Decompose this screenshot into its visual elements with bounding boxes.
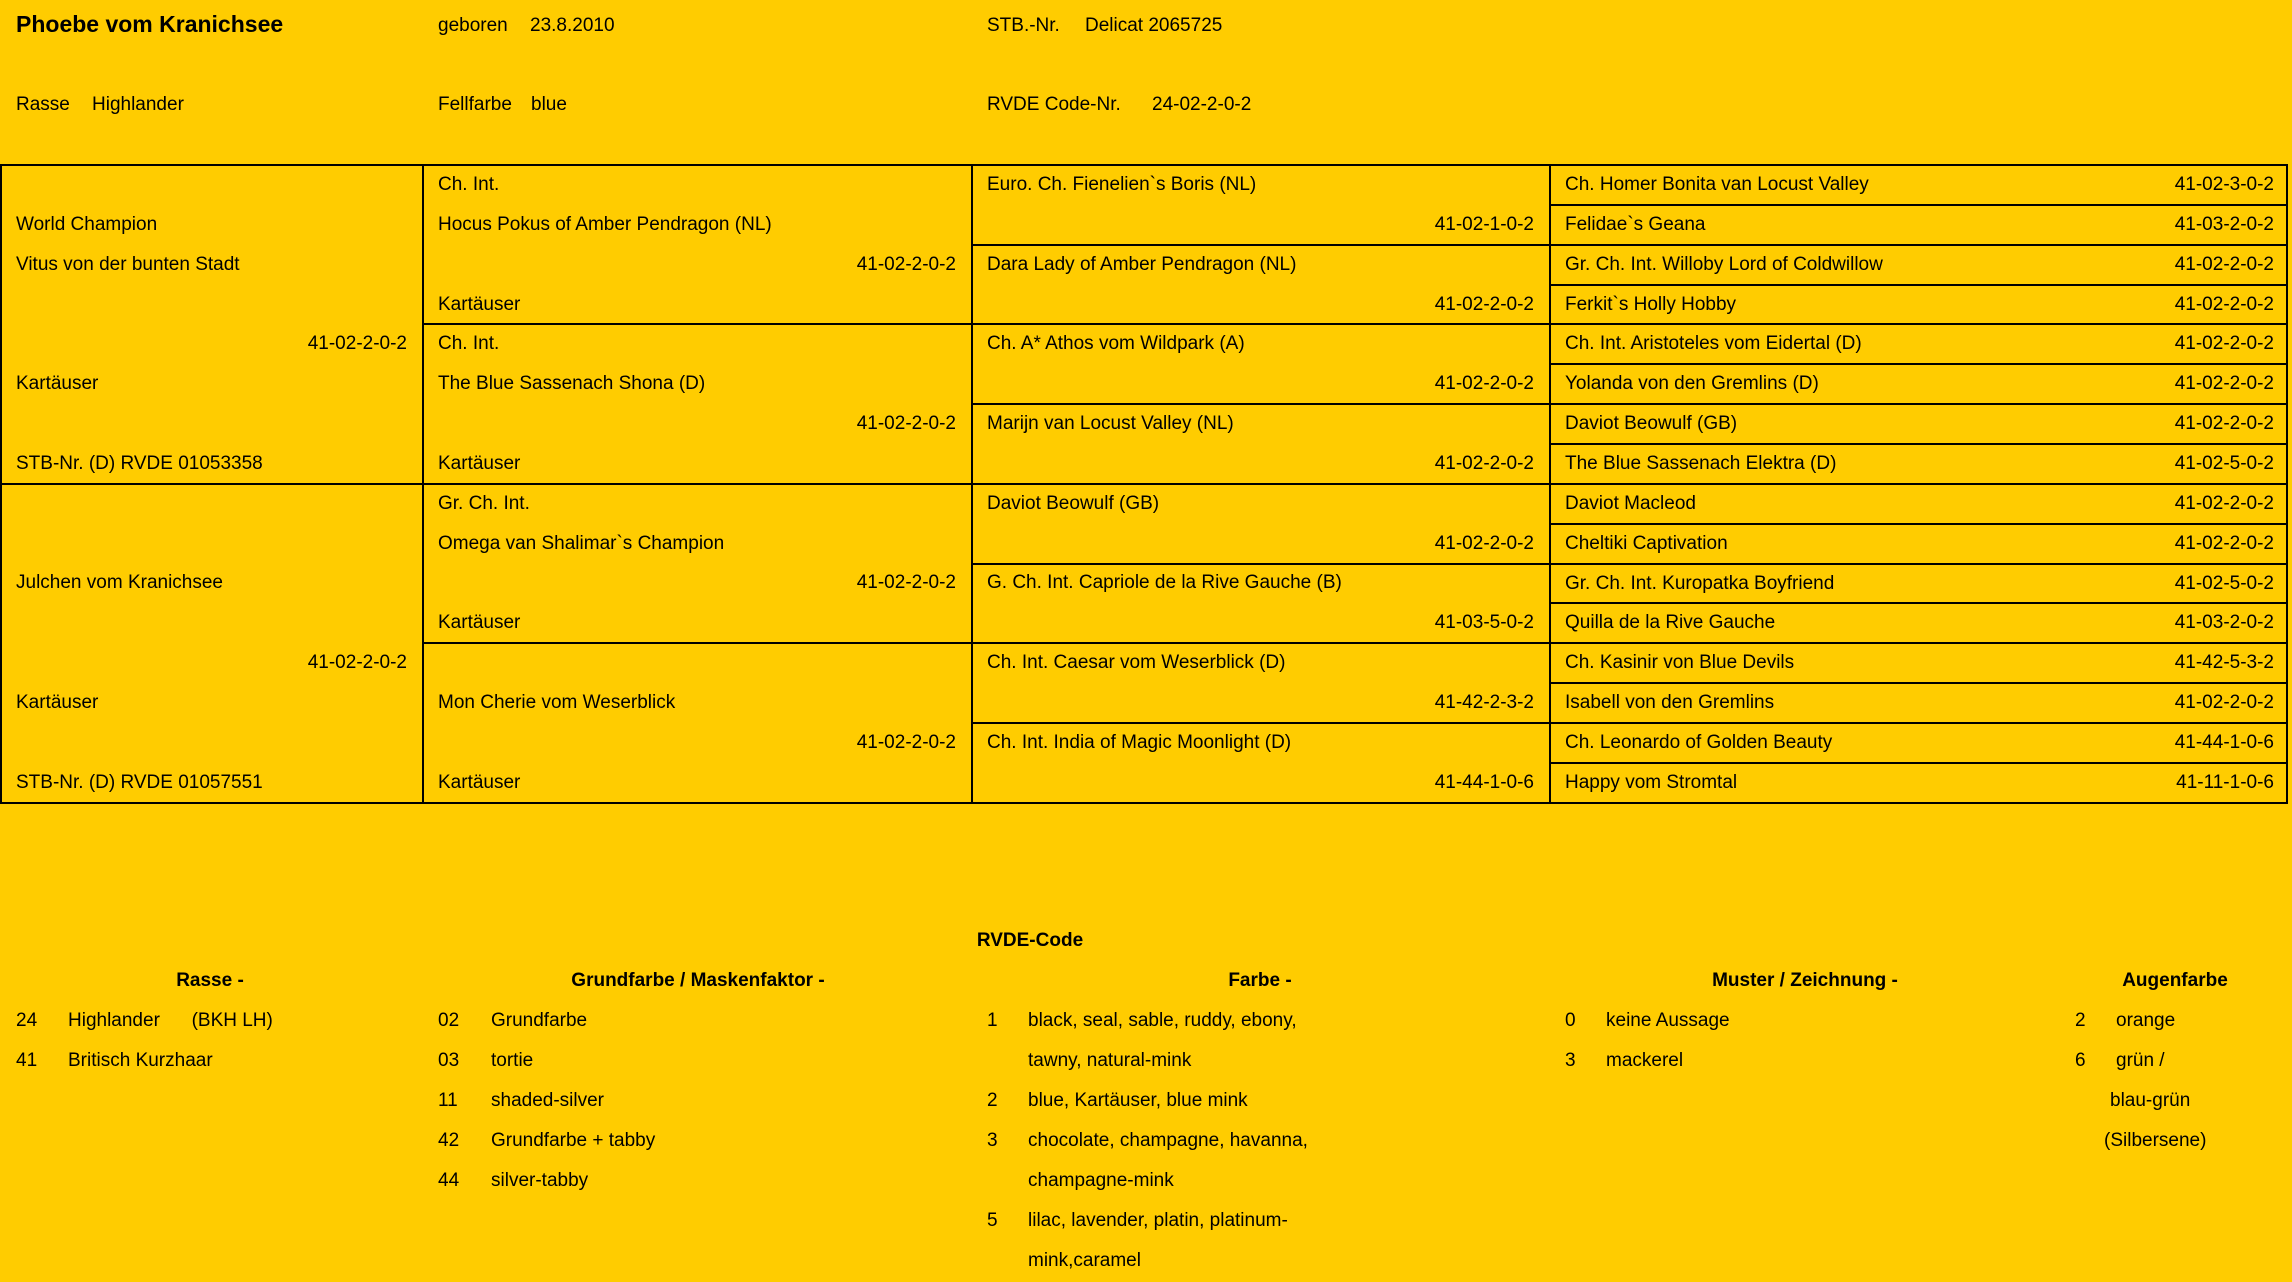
legend-code: 24 — [16, 1010, 38, 1031]
grandparent-name: Hocus Pokus of Amber Pendragon (NL) — [438, 214, 772, 235]
great-great-grandparent — [1549, 166, 2286, 204]
great-great-grandparent — [1549, 286, 2286, 324]
great-great-grandparent — [1549, 565, 2286, 603]
ancestor-code: 41-02-2-0-2 — [2174, 333, 2274, 354]
parent-name: Julchen vom Kranichsee — [16, 572, 223, 593]
legend-code: 44 — [438, 1170, 460, 1191]
ancestor-code: 41-02-5-0-2 — [2174, 573, 2274, 594]
legend-code: 41 — [16, 1050, 38, 1071]
great-grandparent-name: Ch. Int. Caesar vom Weserblick (D) — [987, 652, 1286, 673]
ancestor-name: Daviot Beowulf (GB) — [1565, 413, 1738, 434]
great-great-grandparent — [1549, 525, 2286, 563]
stb-value: Delicat 2065725 — [1085, 15, 1223, 36]
legend-text: champagne-mink — [1028, 1170, 1174, 1191]
ancestor-code: 41-02-2-0-2 — [2174, 493, 2274, 514]
great-grandparent-code: 41-02-2-0-2 — [1434, 294, 1534, 315]
ancestor-name: Daviot Macleod — [1565, 493, 1696, 514]
grandparent-code: 41-02-2-0-2 — [856, 413, 956, 434]
code-value: 24-02-2-0-2 — [1152, 94, 1252, 115]
legend-text: mink,caramel — [1028, 1250, 1141, 1271]
stb-label: STB.-Nr. — [987, 15, 1060, 36]
parent-code: 41-02-2-0-2 — [307, 652, 407, 673]
grandparent-title: Gr. Ch. Int. — [438, 493, 530, 514]
great-great-grandparent — [1549, 684, 2286, 722]
grandparent-breed: Kartäuser — [438, 612, 521, 633]
legend-text: (Silbersene) — [2104, 1130, 2207, 1151]
great-grandparent-code: 41-02-1-0-2 — [1434, 214, 1534, 235]
grandparent-name: Omega van Shalimar`s Champion — [438, 533, 725, 554]
grid-line — [2286, 164, 2288, 804]
great-grandparent-name: Ch. A* Athos vom Wildpark (A) — [987, 333, 1245, 354]
ancestor-code: 41-02-3-0-2 — [2174, 174, 2274, 195]
parent-name: Vitus von der bunten Stadt — [16, 254, 240, 275]
great-great-grandparent — [1549, 405, 2286, 443]
ancestor-name: Happy vom Stromtal — [1565, 772, 1738, 793]
legend-code: 5 — [987, 1210, 998, 1231]
grandparent-code: 41-02-2-0-2 — [856, 732, 956, 753]
legend-text: tortie — [491, 1050, 534, 1071]
grid-line — [971, 164, 973, 804]
ancestor-code: 41-02-2-0-2 — [2174, 692, 2274, 713]
ancestor-code: 41-42-5-3-2 — [2174, 652, 2274, 673]
great-grandparent-code: 41-02-2-0-2 — [1434, 373, 1534, 394]
legend-code: 1 — [987, 1010, 998, 1031]
great-great-grandparent — [1549, 764, 2286, 802]
great-grandparent-code: 41-02-2-0-2 — [1434, 533, 1534, 554]
ancestor-code: 41-02-5-0-2 — [2174, 453, 2274, 474]
legend-heading-rasse: Rasse - — [176, 970, 244, 991]
legend-text: tawny, natural-mink — [1028, 1050, 1192, 1071]
ancestor-name: Gr. Ch. Int. Kuropatka Boyfriend — [1565, 573, 1835, 594]
coat-value: blue — [531, 94, 567, 115]
legend-text: silver-tabby — [491, 1170, 589, 1191]
ancestor-code: 41-44-1-0-6 — [2174, 732, 2274, 753]
legend-code: 3 — [1565, 1050, 1576, 1071]
grid-line — [422, 164, 424, 804]
great-grandparent-name: Daviot Beowulf (GB) — [987, 493, 1160, 514]
great-great-grandparent — [1549, 485, 2286, 523]
parent-breed: Kartäuser — [16, 692, 99, 713]
great-great-grandparent — [1549, 246, 2286, 284]
great-great-grandparent — [1549, 365, 2286, 403]
legend-text: blau-grün — [2110, 1090, 2191, 1111]
grandparent-title: Ch. Int. — [438, 333, 500, 354]
legend-code: 03 — [438, 1050, 460, 1071]
ancestor-name: Isabell von den Gremlins — [1565, 692, 1775, 713]
ancestor-name: Yolanda von den Gremlins (D) — [1565, 373, 1819, 394]
grandparent-name: The Blue Sassenach Shona (D) — [438, 373, 706, 394]
grid-line — [0, 802, 2288, 804]
legend-code: 0 — [1565, 1010, 1576, 1031]
legend-text: shaded-silver — [491, 1090, 604, 1111]
ancestor-name: The Blue Sassenach Elektra (D) — [1565, 453, 1837, 474]
ancestor-code: 41-11-1-0-6 — [2176, 772, 2274, 793]
great-grandparent-code: 41-03-5-0-2 — [1434, 612, 1534, 633]
legend-code: 42 — [438, 1130, 460, 1151]
legend-code: 02 — [438, 1010, 460, 1031]
great-grandparent-name: Dara Lady of Amber Pendragon (NL) — [987, 254, 1297, 275]
ancestor-name: Quilla de la Rive Gauche — [1565, 612, 1776, 633]
parent-title: World Champion — [16, 214, 158, 235]
legend-code: 2 — [2075, 1010, 2086, 1031]
great-grandparent-code: 41-44-1-0-6 — [1434, 772, 1534, 793]
legend-text: Grundfarbe + tabby — [491, 1130, 656, 1151]
great-grandparent-name: Marijn van Locust Valley (NL) — [987, 413, 1234, 434]
ancestor-name: Ch. Homer Bonita van Locust Valley — [1565, 174, 1869, 195]
legend-text: orange — [2116, 1010, 2176, 1031]
legend-code: 3 — [987, 1130, 998, 1151]
legend-text: Britisch Kurzhaar — [68, 1050, 213, 1071]
legend-text: mackerel — [1606, 1050, 1684, 1071]
great-great-grandparent — [1549, 724, 2286, 762]
legend-text: chocolate, champagne, havanna, — [1028, 1130, 1308, 1151]
born-label: geboren — [438, 15, 508, 36]
breed-label: Rasse — [16, 94, 70, 115]
ancestor-name: Ch. Kasinir von Blue Devils — [1565, 652, 1795, 673]
legend-text: lilac, lavender, platin, platinum- — [1028, 1210, 1288, 1231]
great-great-grandparent — [1549, 644, 2286, 682]
great-great-grandparent — [1549, 206, 2286, 244]
ancestor-code: 41-03-2-0-2 — [2174, 612, 2274, 633]
legend-text: black, seal, sable, ruddy, ebony, — [1028, 1010, 1297, 1031]
parent-code: 41-02-2-0-2 — [307, 333, 407, 354]
breed-value: Highlander — [92, 94, 184, 115]
ancestor-name: Ch. Leonardo of Golden Beauty — [1565, 732, 1833, 753]
grandparent-breed: Kartäuser — [438, 294, 521, 315]
ancestor-code: 41-03-2-0-2 — [2174, 214, 2274, 235]
ancestor-name: Felidae`s Geana — [1565, 214, 1706, 235]
legend-text: Highlander (BKH LH) — [68, 1010, 273, 1031]
ancestor-name: Gr. Ch. Int. Willoby Lord of Coldwillow — [1565, 254, 1883, 275]
grandparent-code: 41-02-2-0-2 — [856, 254, 956, 275]
legend-text: Grundfarbe — [491, 1010, 588, 1031]
ancestor-code: 41-02-2-0-2 — [2174, 254, 2274, 275]
coat-label: Fellfarbe — [438, 94, 512, 115]
ancestor-code: 41-02-2-0-2 — [2174, 294, 2274, 315]
grid-line — [0, 164, 2, 804]
great-grandparent-name: Euro. Ch. Fienelien`s Boris (NL) — [987, 174, 1257, 195]
parent-stb: STB-Nr. (D) RVDE 01057551 — [16, 772, 263, 793]
legend-text: blue, Kartäuser, blue mink — [1028, 1090, 1248, 1111]
grandparent-breed: Kartäuser — [438, 453, 521, 474]
legend-heading-augen: Augenfarbe — [2122, 970, 2228, 991]
ancestor-code: 41-02-2-0-2 — [2174, 373, 2274, 394]
legend-text: grün / — [2116, 1050, 2165, 1071]
great-grandparent-code: 41-02-2-0-2 — [1434, 453, 1534, 474]
legend-code: 11 — [438, 1090, 458, 1111]
legend-code: 6 — [2075, 1050, 2086, 1071]
parent-stb: STB-Nr. (D) RVDE 01053358 — [16, 453, 263, 474]
great-grandparent-code: 41-42-2-3-2 — [1434, 692, 1534, 713]
legend-heading-farbe: Farbe - — [1228, 970, 1292, 991]
ancestor-name: Ferkit`s Holly Hobby — [1565, 294, 1737, 315]
great-great-grandparent — [1549, 445, 2286, 483]
legend-heading-muster: Muster / Zeichnung - — [1712, 970, 1898, 991]
ancestor-code: 41-02-2-0-2 — [2174, 533, 2274, 554]
great-great-grandparent — [1549, 325, 2286, 363]
code-label: RVDE Code-Nr. — [987, 94, 1121, 115]
grandparent-name: Mon Cherie vom Weserblick — [438, 692, 676, 713]
grandparent-title: Ch. Int. — [438, 174, 500, 195]
great-grandparent-name: Ch. Int. India of Magic Moonlight (D) — [987, 732, 1292, 753]
legend-title: RVDE-Code — [976, 930, 1084, 951]
cat-name: Phoebe vom Kranichsee — [16, 11, 284, 37]
ancestor-name: Cheltiki Captivation — [1565, 533, 1728, 554]
grandparent-breed: Kartäuser — [438, 772, 521, 793]
parent-breed: Kartäuser — [16, 373, 99, 394]
legend-heading-grundfarbe: Grundfarbe / Maskenfaktor - — [571, 970, 825, 991]
ancestor-name: Ch. Int. Aristoteles vom Eidertal (D) — [1565, 333, 1862, 354]
great-grandparent-name: G. Ch. Int. Capriole de la Rive Gauche (B) — [987, 572, 1342, 593]
born-value: 23.8.2010 — [530, 15, 615, 36]
grandparent-code: 41-02-2-0-2 — [856, 572, 956, 593]
legend-code: 2 — [987, 1090, 998, 1111]
great-great-grandparent — [1549, 604, 2286, 642]
ancestor-code: 41-02-2-0-2 — [2174, 413, 2274, 434]
legend-text: keine Aussage — [1606, 1010, 1730, 1031]
